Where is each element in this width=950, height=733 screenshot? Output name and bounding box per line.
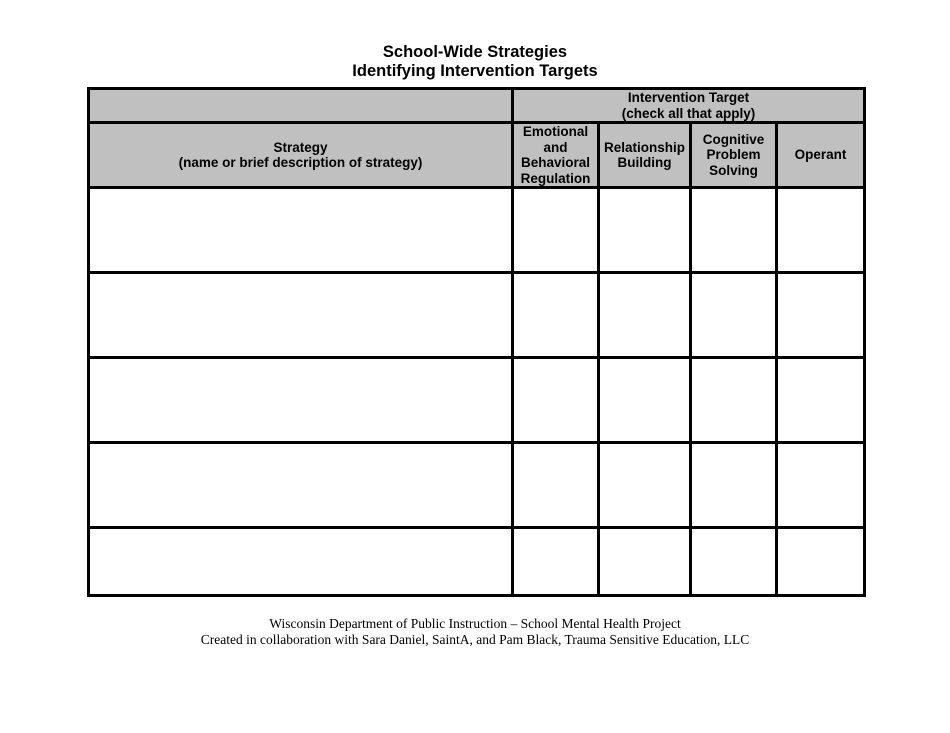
footer-line-1: Wisconsin Department of Public Instruction – School Mental Health Project (269, 616, 681, 631)
strategy-cell[interactable] (89, 188, 513, 273)
intervention-target-instruction: (check all that apply) (621, 105, 756, 121)
emotional-check-cell[interactable] (513, 443, 599, 528)
emotional-check-cell[interactable] (513, 273, 599, 358)
operant-check-cell[interactable] (777, 358, 865, 443)
intervention-target-header (513, 89, 865, 123)
page-footer (0, 616, 950, 648)
cognitive-check-cell[interactable] (691, 443, 777, 528)
strategy-header-label: Strategy (273, 139, 328, 155)
cognitive-problem-solving-header (691, 123, 777, 188)
cognitive-check-cell[interactable] (691, 528, 777, 596)
relationship-check-cell[interactable] (599, 188, 691, 273)
strategy-cell[interactable] (89, 528, 513, 596)
relationship-check-cell[interactable] (599, 358, 691, 443)
relationship-check-cell[interactable] (599, 528, 691, 596)
footer-line-2: Created in collaboration with Sara Daniel, SaintA, and Pam Black, Trauma Sensitive Education, LLC (200, 632, 750, 647)
relationship-check-cell[interactable] (599, 273, 691, 358)
strategy-header-description: (name or brief description of strategy) (178, 155, 423, 170)
header-text-line: and (543, 139, 568, 155)
cognitive-check-cell[interactable] (691, 273, 777, 358)
header-text-line: Behavioral (520, 155, 591, 170)
emotional-check-cell[interactable] (513, 358, 599, 443)
operant-check-cell[interactable] (777, 443, 865, 528)
cognitive-check-cell[interactable] (691, 358, 777, 443)
header-text-line: Solving (709, 162, 758, 178)
operant-check-cell[interactable] (777, 528, 865, 596)
strategy-column-header (89, 123, 513, 188)
emotional-check-cell[interactable] (513, 528, 599, 596)
header-text-line: Regulation (520, 170, 591, 186)
cognitive-check-cell[interactable] (691, 188, 777, 273)
operant-header (777, 123, 865, 188)
header-row-group (89, 89, 865, 123)
table-row (89, 358, 865, 443)
header-corner-cell (89, 89, 513, 123)
operant-check-cell[interactable] (777, 273, 865, 358)
header-text-line: Relationship (603, 139, 685, 155)
header-text-line: Operant (794, 147, 847, 163)
strategy-cell[interactable] (89, 358, 513, 443)
table-row (89, 528, 865, 596)
strategy-cell[interactable] (89, 443, 513, 528)
relationship-check-cell[interactable] (599, 443, 691, 528)
table-row (89, 188, 865, 273)
operant-check-cell[interactable] (777, 188, 865, 273)
page-title (0, 43, 950, 81)
strategy-worksheet-table (87, 87, 866, 597)
header-row-columns (89, 123, 865, 188)
header-text-line: Emotional (522, 124, 589, 139)
title-line-1: School-Wide Strategies (382, 43, 568, 61)
emotional-behavioral-regulation-header (513, 123, 599, 188)
header-text-line: Problem (706, 147, 761, 163)
intervention-target-label: Intervention Target (627, 90, 750, 105)
header-text-line: Building (617, 155, 672, 170)
strategy-cell[interactable] (89, 273, 513, 358)
table-row (89, 273, 865, 358)
emotional-check-cell[interactable] (513, 188, 599, 273)
table-row (89, 443, 865, 528)
header-text-line: Cognitive (702, 131, 765, 147)
relationship-building-header (599, 123, 691, 188)
title-line-2: Identifying Intervention Targets (352, 62, 598, 80)
